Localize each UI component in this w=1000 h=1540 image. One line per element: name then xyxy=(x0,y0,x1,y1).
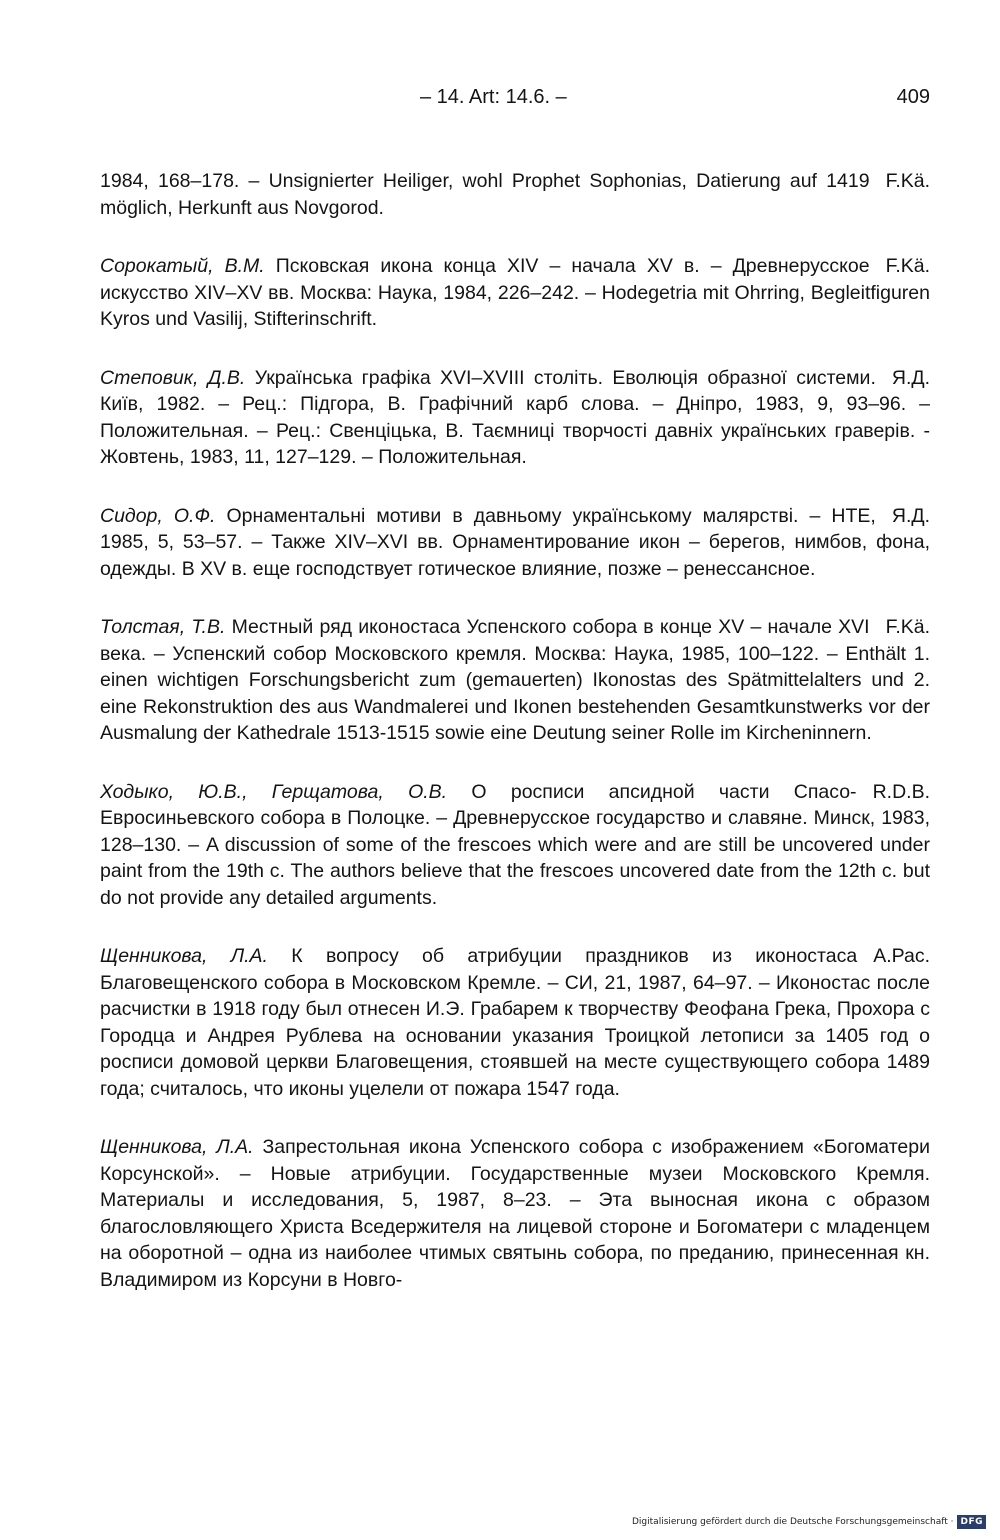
bibliography-entry xyxy=(100,365,930,471)
entry-text: 1984, 168–178. – Unsignierter Heiliger, wohl Prophet Sophonias, Datierung auf 1419 möglich, Herkunft aus Novgorod. xyxy=(100,170,870,219)
reviewer-initials: F.Kä. xyxy=(885,255,930,277)
bibliography-entries xyxy=(100,168,930,1325)
digitization-footer xyxy=(632,1512,986,1532)
dfg-logo: DFG xyxy=(957,1515,986,1529)
bibliography-entry xyxy=(100,943,930,1102)
entry-text: Орнаментальні мотиви в давньому українському малярстві. – НТЕ, 1985, 5, 53–57. – Также XIV–XVI вв. Орнаментирование икон – берегов, нимбов, фона, одежды. В XV в. еще господствует готическое влияние, позже – ренессансное. xyxy=(100,504,930,580)
entry-author: Ходыко, Ю.В., Герщатова, О.В. xyxy=(100,780,448,803)
bibliography-entry xyxy=(100,168,930,221)
entry-author: Толстая, Т.В. xyxy=(100,616,226,638)
entry-author: Щенникова, Л.А. xyxy=(100,945,268,967)
reviewer-initials: Я.Д. xyxy=(891,504,930,527)
entry-text: Українська графіка XVI–XVIII століть. Еволюція образної системи. Київ, 1982. – Рец.: Підгора, В. Графічний карб слова. – Дніпро, 1983, 9, 93–96. – Положительная. – Рец.: Свенціцька, В. Таємниці творчості давніх українських граверів. - Жовтень, 1983, 11, 127–129. – Положительная. xyxy=(100,366,930,468)
running-head xyxy=(100,86,930,116)
entry-text: О росписи апсидной части Спасо-Евросиньевского собора в Полоцке. – Древнерусское государство и славяне. Минск, 1983, 128–130. – A discussion of some of the frescoes which were and are still be uncovered under paint from the 19th c. The authors believe that the frescoes uncovered date from the 12th c. but do not provide any detailed arguments. xyxy=(100,780,930,909)
bibliography-entry xyxy=(100,614,930,747)
entry-author: Щенникова, Л.А. xyxy=(100,1136,254,1158)
bibliography-entry xyxy=(100,1134,930,1293)
reviewer-initials: F.Kä. xyxy=(885,616,930,638)
page-number: 409 xyxy=(896,86,930,108)
entry-text: Местный ряд иконостаса Успенского собора в конце XV – начале XVI века. – Успенский собор Московского кремля. Москва: Наука, 1985, 100–122. – Enthält 1. einen wichtigen Forschungsbericht zum (gemauerten) Ikonostas des Spätmittelalters und 2. eine Rekonstruktion des aus Wandmalerei und Ikonen bestehenden Gesamtkunstwerks vor der Ausmalung der Kathedrale 1513-1515 sowie eine Deutung seiner Rolle im Kircheninnern. xyxy=(100,616,930,744)
bibliography-entry xyxy=(100,779,930,912)
reviewer-initials: А.Рас. xyxy=(873,945,930,967)
entry-author: Степовик, Д.В. xyxy=(100,366,246,389)
entry-text: К вопросу об атрибуции праздников из иконостаса Благовещенского собора в Московском Кремле. – СИ, 21, 1987, 64–97. – Иконостас после расчистки в 1918 году был отнесен И.Э. Грабарем к творчеству Феофана Грека, Прохора с Городца и Андрея Рублева на основании указания Троицкой летописи за 1405 год о росписи домовой церкви Благовещения, стоявшей на месте существующего собора 1489 года; считалось, что иконы уцелели от пожара 1547 года. xyxy=(100,945,930,1100)
reviewer-initials: R.D.B. xyxy=(872,780,930,803)
entry-text: Запрестольная икона Успенского собора с изображением «Богоматери Корсунской». – Новые атрибуции. Государственные музеи Московского Кремля. Материалы и исследования, 5, 1987, 8–23. – Эта выносная икона с образом благословляющего Христа Вседержителя на лицевой стороне и Богоматери с младенцем на оборотной – одна из наиболее чтимых святынь собора, по преданию, принесенная кн. Владимиром из Корсуни в Новго- xyxy=(100,1136,931,1291)
reviewer-initials: F.Kä. xyxy=(885,170,930,192)
entry-author: Сорокатый, В.М. xyxy=(100,255,265,277)
bibliography-entry xyxy=(100,253,930,333)
entry-text: Псковская икона конца XIV – начала XV в. – Древнерусское искусство XIV–XV вв. Москва: Наука, 1984, 226–242. – Hodegetria mit Ohrring, Begleitfiguren Kyros und Vasilij, Stifterinschrift. xyxy=(100,255,930,330)
footer-text: Digitalisierung gefördert durch die Deutsche Forschungsgemeinschaft · xyxy=(632,1517,954,1527)
running-title: – 14. Art: 14.6. – xyxy=(420,86,567,108)
reviewer-initials: Я.Д. xyxy=(891,366,930,389)
entry-author: Сидор, О.Ф. xyxy=(100,504,216,527)
bibliography-entry xyxy=(100,503,930,583)
